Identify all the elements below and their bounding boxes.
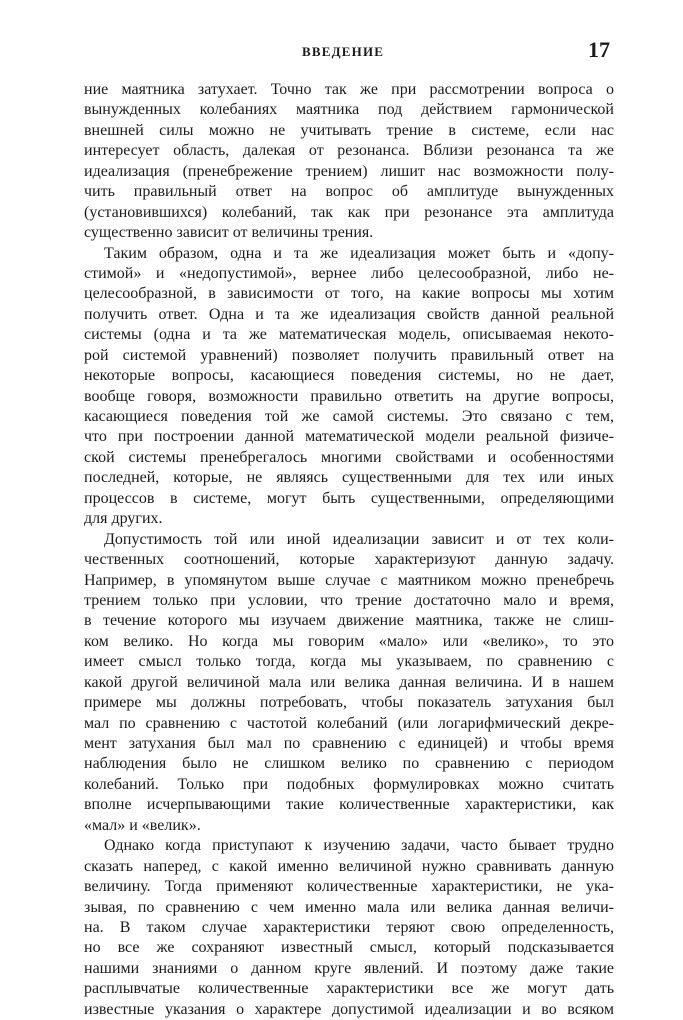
text-line: чественных соотношений, которые характеризуют данную задачу.: [84, 551, 614, 569]
text-line: величину. Тогда применяют количественные характеристики, не ука-: [84, 878, 614, 896]
text-line: сказать наперед, с какой именно величиной нужно сравнивать данную: [84, 857, 614, 875]
text-line: ние маятника затухает. Точно так же при рассмотрении вопроса о: [84, 81, 614, 98]
paragraph-2: [84, 244, 614, 530]
text-line: стимой» и «недопустимой», вернее либо целесообразной, либо не-: [84, 264, 614, 282]
running-title: ВВЕДЕНИЕ: [302, 44, 385, 59]
text-line: «мал» и «велик».: [84, 816, 201, 834]
text-line: внешней силы можно не учитывать трение в системе, если нас: [84, 121, 614, 139]
text-line: ком велико. Но когда мы говорим «мало» или «велико», то это: [84, 632, 614, 650]
text-line: интересует область, далекая от резонанса. Вблизи резонанса та же: [84, 142, 614, 160]
text-line: Однако когда приступают к изучению задачи, часто бывает трудно: [104, 837, 614, 855]
text-line: какой другой величиной мала или велика данная величина. И в нашем: [84, 673, 614, 691]
text-line: идеализация (пренебрежение трением) лишит нас возможности полу-: [84, 162, 614, 180]
paragraph-3: [84, 530, 614, 837]
text-line: имеет смысл только тогда, когда мы указываем, по сравнению с: [84, 653, 614, 671]
text-line: в течение которого мы изучаем движение маятника, также не слиш-: [84, 612, 614, 630]
text-line: нашими знаниями о данном круге явлений. И поэтому даже такие: [84, 959, 614, 977]
text-line: вообще говоря, возможности правильно ответить на другие вопросы,: [84, 387, 614, 405]
text-line: рой системой уравнений) позволяет получить правильный ответ на: [84, 346, 614, 364]
text-line: известные указания о характере допустимой идеализации и во всяком: [84, 1000, 614, 1018]
text-line: Допустимость той или иной идеализации зависит и от тех коли-: [104, 530, 614, 548]
text-line: колебаний. Только при подобных формулировках можно считать: [84, 775, 614, 793]
page-number: 17: [588, 37, 610, 62]
text-line: ской системы пренебрегалось многими свойствами и особенностями: [84, 448, 614, 466]
text-line: для других.: [84, 510, 163, 528]
text-line: (установившихся) колебаний, так как при резонансе эта амплитуда: [84, 203, 614, 221]
text-line: Таким образом, одна и та же идеализация может быть и «допу-: [104, 244, 614, 262]
text-line: примере мы должны потребовать, чтобы показатель затухания был: [84, 694, 614, 712]
text-line: наблюдения было не слишком велико по сравнению с периодом: [84, 755, 614, 773]
text-line: последней, которые, не являясь существенными для тех или иных: [84, 469, 614, 487]
text-line: трением только при условии, что трение достаточно мало и время,: [84, 591, 614, 609]
text-line: мент затухания был мал по сравнению с единицей) и чтобы время: [84, 735, 614, 752]
text-line: некоторые вопросы, касающиеся поведения системы, но не дает,: [84, 367, 614, 385]
text-line: мал по сравнению с частотой колебаний (или логарифмический декре-: [84, 714, 614, 732]
text-line: процессов в системе, могут быть существенными, определяющими: [84, 489, 614, 507]
text-line: касающиеся поведения той же самой системы. Это связано с тем,: [84, 408, 614, 425]
text-line: Например, в упомянутом выше случае с маятником можно пренебречь: [84, 571, 614, 589]
text-line: что при построении данной математической модели реальной физиче-: [84, 428, 614, 446]
text-line: вынужденных колебаниях маятника под действием гармонической: [84, 101, 614, 119]
paragraph-1: [84, 80, 614, 244]
text-line: существенно зависит от величины трения.: [84, 224, 374, 242]
text-line: расплывчатые количественные характеристики все же могут дать: [84, 980, 614, 998]
paragraph-4: [84, 836, 614, 1020]
text-line: но все же сохраняют известный смысл, который подсказывается: [84, 939, 614, 957]
text-line: целесообразной, в зависимости от того, на какие вопросы мы хотим: [84, 285, 614, 303]
text-line: получить ответ. Одна и та же идеализация свойств данной реальной: [84, 305, 614, 323]
text-line: на. В таком случае характеристики теряют свою определенность,: [84, 918, 614, 936]
body-text: [84, 80, 614, 1020]
text-line: системы (одна и та же математическая модель, описываемая некото-: [84, 326, 614, 344]
text-line: вполне исчерпывающими такие количественные характеристики, как: [84, 796, 614, 814]
text-line: чить правильный ответ на вопрос об амплитуде вынужденных: [84, 183, 614, 201]
text-line: зывая, по сравнению с чем именно мала или велика данная величи-: [84, 898, 614, 916]
